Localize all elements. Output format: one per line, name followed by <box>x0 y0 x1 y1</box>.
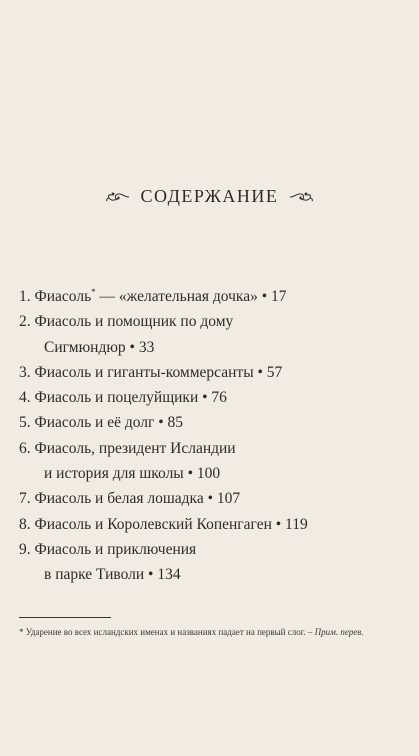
footnote-divider <box>19 617 111 618</box>
toc-entry-3[interactable] <box>19 360 409 385</box>
toc-entry-title: 2. Фиасоль и помощник по дому <box>19 313 234 331</box>
toc-entry-continuation: Сигмюндюр • 33 <box>44 338 155 356</box>
toc-entry-title: 1. Фиасоль <box>19 288 92 305</box>
toc-entry-title: 6. Фиасоль, президент Исландии <box>19 439 236 457</box>
toc-entry-8[interactable] <box>19 512 409 537</box>
toc-entry-5[interactable] <box>19 410 409 435</box>
toc-entry-title-rest: — «желательная дочка» • 17 <box>95 288 287 305</box>
floral-ornament-left-icon <box>105 190 131 204</box>
toc-entry-4[interactable] <box>19 385 409 410</box>
table-of-contents <box>19 284 409 588</box>
footnote <box>19 625 399 639</box>
toc-entry-title: 5. Фиасоль и её долг • 85 <box>19 414 184 432</box>
toc-entry-6[interactable] <box>19 436 409 487</box>
contents-heading <box>0 186 419 207</box>
toc-entry-title: 9. Фиасоль и приключения <box>19 540 197 558</box>
toc-entry-2[interactable] <box>19 309 409 360</box>
toc-entry-continuation: в парке Тиволи • 134 <box>44 566 181 584</box>
contents-title: СОДЕРЖАНИЕ <box>140 186 279 206</box>
footnote-text: * Ударение во всех исландских именах и названиях падает на первый слог. – <box>19 627 315 637</box>
toc-entry-title: 4. Фиасоль и поцелуйщики • 76 <box>19 389 227 407</box>
floral-ornament-right-icon <box>288 190 314 204</box>
toc-entry-continuation: и история для школы • 100 <box>44 465 221 483</box>
footnote-marker: * <box>91 286 96 297</box>
toc-entry-1[interactable] <box>19 284 409 309</box>
toc-entry-7[interactable] <box>19 486 409 511</box>
footnote-translator-note: Прим. перев. <box>314 627 364 637</box>
toc-entry-title: 3. Фиасоль и гиганты-коммерсанты • 57 <box>19 363 283 381</box>
toc-entry-title: 8. Фиасоль и Королевский Копенгаген • 119 <box>19 515 308 533</box>
toc-entry-9[interactable] <box>19 537 409 588</box>
toc-entry-title: 7. Фиасоль и белая лошадка • 107 <box>19 490 241 508</box>
